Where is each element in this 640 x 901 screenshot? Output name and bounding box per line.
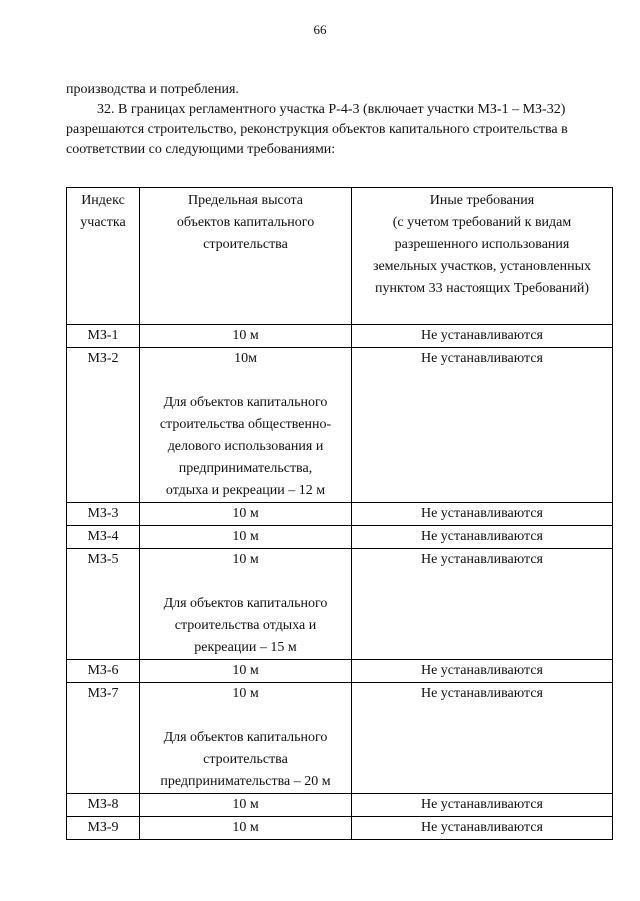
header-line: Предельная высота bbox=[187, 193, 304, 208]
paragraph-prev-end: производства и потребления. bbox=[66, 82, 239, 97]
cell-index: МЗ-8 bbox=[67, 794, 140, 817]
height-note bbox=[144, 392, 347, 502]
table-row bbox=[67, 660, 613, 683]
cell-height: 10 м bbox=[140, 503, 352, 526]
height-value: 10 м bbox=[232, 686, 259, 701]
note-line: строительства отдыха и bbox=[174, 618, 317, 633]
cell-height: 10 м bbox=[140, 794, 352, 817]
header-line: земельных участков, установленных bbox=[372, 259, 592, 274]
cell-other: Не устанавливаются bbox=[352, 817, 613, 840]
cell-index: МЗ-2 bbox=[67, 348, 140, 503]
cell-other: Не устанавливаются bbox=[352, 549, 613, 660]
header-line: Иные требования bbox=[429, 193, 535, 208]
cell-other: Не устанавливаются bbox=[352, 325, 613, 348]
cell-index: МЗ-5 bbox=[67, 549, 140, 660]
note-line: предпринимательства – 20 м bbox=[160, 774, 331, 789]
note-line: Для объектов капитального bbox=[163, 596, 328, 611]
cell-other: Не устанавливаются bbox=[352, 348, 613, 503]
table-row bbox=[67, 549, 613, 660]
header-line: Индекс bbox=[81, 193, 125, 208]
note-line: строительства общественно- bbox=[159, 417, 332, 432]
cell-height: 10 м bbox=[140, 660, 352, 683]
cell-height: 10 м bbox=[140, 817, 352, 840]
cell-height bbox=[140, 348, 352, 503]
header-line: (с учетом требований к видам bbox=[392, 215, 572, 230]
header-line: объектов капитального bbox=[176, 215, 315, 230]
cell-other: Не устанавливаются bbox=[352, 794, 613, 817]
note-line: рекреации – 15 м bbox=[194, 640, 297, 655]
cell-other: Не устанавливаются bbox=[352, 503, 613, 526]
table-header-row bbox=[67, 188, 613, 325]
cell-index: МЗ-4 bbox=[67, 526, 140, 549]
paragraph-line: 32. В границах регламентного участка Р-4-3 (включает участки МЗ-1 – МЗ-32) bbox=[97, 102, 566, 117]
header-line: строительства bbox=[203, 237, 288, 252]
table-row bbox=[67, 325, 613, 348]
note-line: строительства bbox=[203, 752, 288, 767]
page-number: 66 bbox=[313, 22, 327, 37]
cell-height: 10 м bbox=[140, 526, 352, 549]
table-row bbox=[67, 817, 613, 840]
cell-index: МЗ-1 bbox=[67, 325, 140, 348]
cell-height: 10 м bbox=[140, 325, 352, 348]
table-row bbox=[67, 526, 613, 549]
header-other bbox=[352, 188, 613, 325]
header-line: пунктом 33 настоящих Требований) bbox=[374, 281, 590, 296]
paragraph-line: соответствии со следующими требованиями: bbox=[66, 142, 336, 157]
table-row bbox=[67, 503, 613, 526]
cell-other: Не устанавливаются bbox=[352, 526, 613, 549]
header-line: разрешенного использования bbox=[394, 237, 570, 252]
note-line: отдыха и рекреации – 12 м bbox=[165, 483, 326, 498]
height-note bbox=[144, 593, 347, 659]
header-line: участка bbox=[80, 215, 126, 230]
cell-index: МЗ-3 bbox=[67, 503, 140, 526]
note-line: предпринимательства, bbox=[178, 461, 313, 476]
height-value: 10м bbox=[234, 351, 257, 366]
note-line: делового использования и bbox=[167, 439, 324, 454]
paragraph-32 bbox=[66, 100, 614, 160]
table-row bbox=[67, 683, 613, 794]
note-line: Для объектов капитального bbox=[163, 395, 328, 410]
paragraph-line: разрешаются строительство, реконструкция объектов капитального строительства в bbox=[66, 122, 568, 137]
cell-height bbox=[140, 549, 352, 660]
cell-index: МЗ-6 bbox=[67, 660, 140, 683]
cell-other: Не устанавливаются bbox=[352, 660, 613, 683]
table-row bbox=[67, 794, 613, 817]
height-value: 10 м bbox=[232, 552, 259, 567]
cell-height bbox=[140, 683, 352, 794]
requirements-table bbox=[66, 187, 613, 840]
note-line: Для объектов капитального bbox=[163, 730, 328, 745]
table-row bbox=[67, 348, 613, 503]
cell-index: МЗ-9 bbox=[67, 817, 140, 840]
header-index bbox=[67, 188, 140, 325]
height-note bbox=[144, 727, 347, 793]
header-height bbox=[140, 188, 352, 325]
cell-index: МЗ-7 bbox=[67, 683, 140, 794]
cell-other: Не устанавливаются bbox=[352, 683, 613, 794]
